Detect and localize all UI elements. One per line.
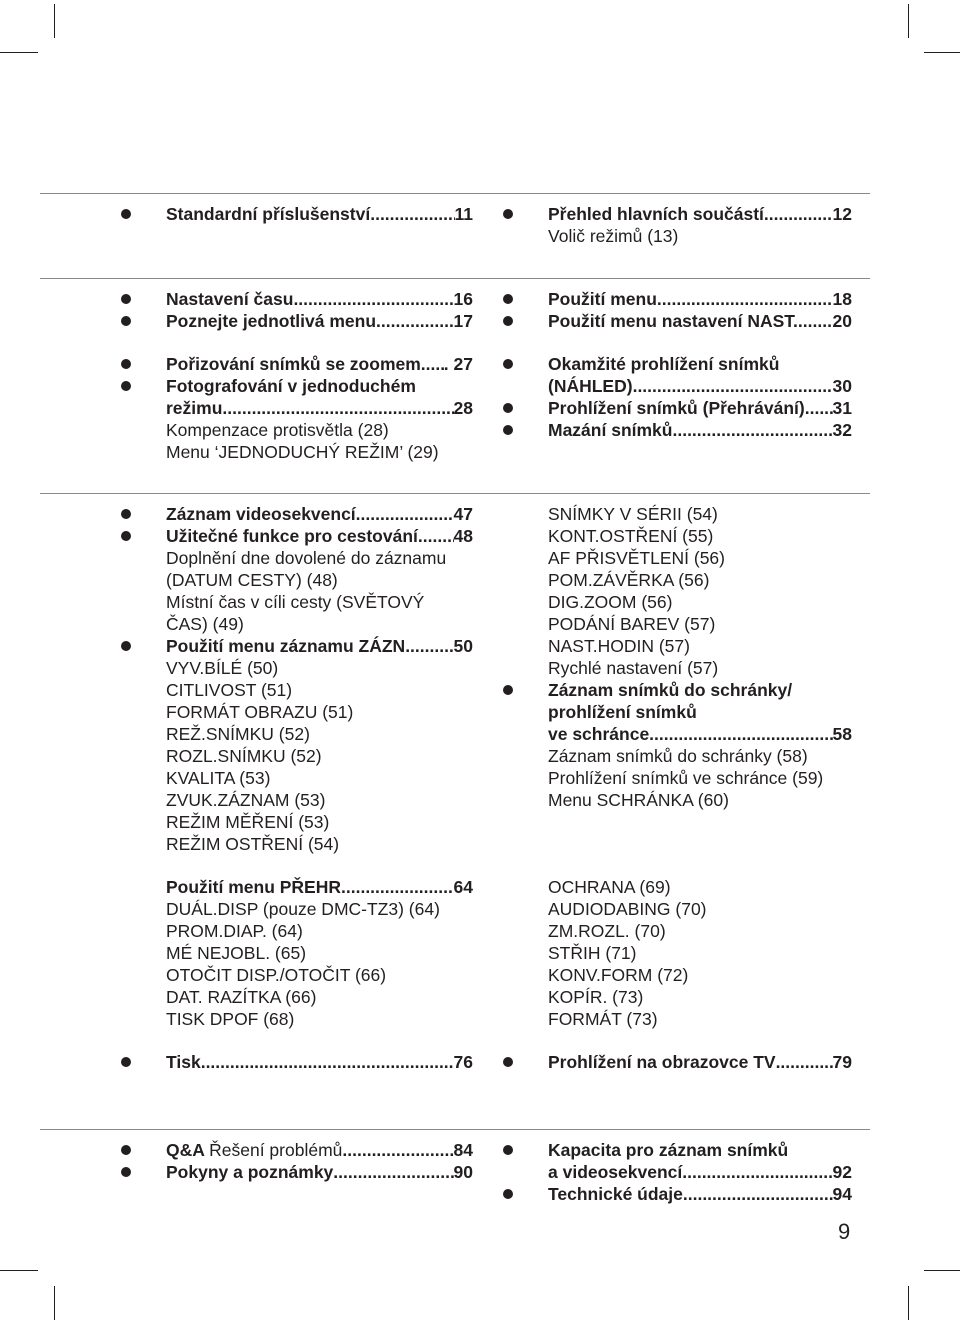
toc-entry-title: Prohlížení na obrazovce TV xyxy=(548,1052,776,1072)
toc-page-number: 31 xyxy=(832,398,852,418)
toc-entry xyxy=(166,1008,476,1030)
toc-entry xyxy=(548,310,858,332)
toc-entry-title: FORMÁT (73) xyxy=(548,1009,658,1029)
toc-entry xyxy=(548,503,858,525)
toc-entry-title: OTOČIT DISP./OTOČIT (66) xyxy=(166,965,387,985)
toc-entry-title: CITLIVOST (51) xyxy=(166,680,293,700)
toc-entry-title: ZM.ROZL. (70) xyxy=(548,921,666,941)
bullet-icon xyxy=(503,294,513,304)
toc-entry xyxy=(548,1139,858,1161)
toc-entry xyxy=(548,723,858,745)
toc-entry xyxy=(166,964,476,986)
toc-entry xyxy=(166,986,476,1008)
toc-entry xyxy=(166,1139,476,1161)
toc-entry xyxy=(548,942,858,964)
toc-entry-title: REŽIM OSTŘENÍ (54) xyxy=(166,834,340,854)
toc-entry-title: Doplnění dne dovolené do záznamu xyxy=(166,548,447,568)
toc-entry-title: Použití menu záznamu ZÁZN xyxy=(166,636,406,656)
toc-page-number: 28 xyxy=(453,398,473,418)
section-divider xyxy=(40,193,870,194)
toc-page-number: 50 xyxy=(453,636,473,656)
toc-entry-title: ROZL.SNÍMKU (52) xyxy=(166,746,322,766)
toc-entry xyxy=(166,833,476,855)
toc-entry xyxy=(548,203,858,225)
toc-entry-title: Záznam videosekvencí xyxy=(166,504,356,524)
toc-entry-title: Použití menu nastavení NAST. xyxy=(548,311,798,331)
toc-entry xyxy=(166,613,476,635)
bullet-icon xyxy=(503,1145,513,1155)
toc-entry-title: POM.ZÁVĚRKA (56) xyxy=(548,570,710,590)
toc-entry-title: Menu SCHRÁNKA (60) xyxy=(548,790,729,810)
toc-entry-title: KVALITA (53) xyxy=(166,768,271,788)
toc-page-number: 30 xyxy=(832,376,852,396)
leader-dots xyxy=(376,310,453,332)
toc-entry xyxy=(166,419,476,441)
toc-entry-title: MÉ NEJOBL. (65) xyxy=(166,943,307,963)
toc-entry-title: režimu xyxy=(166,398,223,418)
bullet-icon xyxy=(503,1189,513,1199)
toc-page-number: 20 xyxy=(832,311,852,331)
toc-entry-title: (NÁHLED) xyxy=(548,376,633,396)
toc-entry xyxy=(166,898,476,920)
leader-dots xyxy=(683,1183,833,1205)
toc-page-number: 84 xyxy=(453,1140,473,1160)
crop-mark xyxy=(908,1286,909,1320)
toc-entry-title: Přehled hlavních součástí xyxy=(548,204,764,224)
toc-entry-title: Pokyny a poznámky xyxy=(166,1162,334,1182)
bullet-icon xyxy=(503,685,513,695)
toc-page-number: 64 xyxy=(453,877,473,897)
toc-entry xyxy=(548,876,858,898)
toc-entry xyxy=(166,503,476,525)
toc-entry xyxy=(166,591,476,613)
toc-entry-title: PROM.DIAP. (64) xyxy=(166,921,303,941)
toc-entry xyxy=(166,701,476,723)
toc-entry-title: PODÁNÍ BAREV (57) xyxy=(548,614,716,634)
toc-entry xyxy=(548,525,858,547)
toc-entry-title: Kompenzace protisvětla (28) xyxy=(166,420,389,440)
toc-entry-title: Místní čas v cíli cesty (SVĚTOVÝ xyxy=(166,592,425,612)
bullet-icon xyxy=(121,209,131,219)
toc-entry xyxy=(166,679,476,701)
toc-entry-title: Menu ‘JEDNODUCHÝ REŽIM’ (29) xyxy=(166,442,439,462)
toc-page-number: 48 xyxy=(453,526,473,546)
section-divider xyxy=(40,278,870,279)
leader-dots xyxy=(346,876,454,898)
toc-page-number: 11 xyxy=(454,204,473,224)
toc-page-number: 79 xyxy=(832,1052,852,1072)
toc-entry xyxy=(548,547,858,569)
toc-entry-title: Pořizování snímků se zoomem xyxy=(166,354,421,374)
toc-entry xyxy=(548,1183,858,1205)
bullet-icon xyxy=(121,316,131,326)
toc-entry-title: Prohlížení snímků ve schránce (59) xyxy=(548,768,824,788)
toc-entry xyxy=(166,288,476,310)
toc-entry-title: Užitečné funkce pro cestování xyxy=(166,526,418,546)
toc-entry xyxy=(166,876,476,898)
leader-dots xyxy=(682,1161,832,1183)
bullet-icon xyxy=(121,1057,131,1067)
leader-dots xyxy=(370,203,454,225)
section-divider xyxy=(40,493,870,494)
bullet-icon xyxy=(503,316,513,326)
toc-entry-title: a videosekvencí xyxy=(548,1162,683,1182)
toc-entry-title: Kapacita pro záznam snímků xyxy=(548,1140,789,1160)
bullet-icon xyxy=(121,509,131,519)
toc-entry xyxy=(166,547,476,569)
toc-page-number: 90 xyxy=(453,1162,473,1182)
toc-entry-title: ve schránce. xyxy=(548,724,655,744)
toc-entry-title: ČAS) (49) xyxy=(166,614,244,634)
toc-entry-title: REŽ.SNÍMKU (52) xyxy=(166,724,310,744)
toc-entry xyxy=(166,203,476,225)
toc-entry xyxy=(166,569,476,591)
toc-entry-title: Použití menu xyxy=(548,289,657,309)
toc-page-number: 47 xyxy=(453,504,473,524)
leader-dots xyxy=(342,1139,453,1161)
toc-entry xyxy=(166,310,476,332)
toc-entry-title: DIG.ZOOM (56) xyxy=(548,592,673,612)
crop-mark xyxy=(924,52,960,53)
leader-dots xyxy=(654,723,832,745)
leader-dots xyxy=(418,525,454,547)
toc-entry-title: AF PŘISVĚTLENÍ (56) xyxy=(548,548,725,568)
toc-entry-title: Tisk xyxy=(166,1052,201,1072)
toc-entry xyxy=(548,1051,858,1073)
toc-entry-title: KOPÍR. (73) xyxy=(548,987,644,1007)
toc-entry xyxy=(548,789,858,811)
bullet-icon xyxy=(503,209,513,219)
toc-entry xyxy=(548,288,858,310)
bullet-icon xyxy=(121,1145,131,1155)
toc-entry-title: Standardní příslušenství xyxy=(166,204,371,224)
leader-dots xyxy=(798,310,833,332)
toc-page-number: 92 xyxy=(832,1162,852,1182)
toc-entry xyxy=(548,1161,858,1183)
toc-entry xyxy=(548,225,858,247)
bullet-icon xyxy=(121,294,131,304)
toc-entry-title: Technické údaje xyxy=(548,1184,683,1204)
toc-entry xyxy=(166,723,476,745)
bullet-icon xyxy=(503,1057,513,1067)
toc-entry xyxy=(548,397,858,419)
toc-entry xyxy=(548,767,858,789)
toc-entry-title: Fotografování v jednoduchém xyxy=(166,376,416,396)
toc-entry-title: Nastavení času xyxy=(166,289,294,309)
toc-entry-title: Mazání snímků xyxy=(548,420,673,440)
section-divider xyxy=(40,1129,870,1130)
toc-entry xyxy=(166,767,476,789)
toc-entry-title: DUÁL.DISP (pouze DMC-TZ3) (64) xyxy=(166,899,440,919)
toc-entry-title: Q&A Řešení problémů xyxy=(166,1140,343,1160)
toc-entry xyxy=(166,375,476,397)
toc-entry-title: TISK DPOF (68) xyxy=(166,1009,295,1029)
toc-page-number: 12 xyxy=(832,204,852,224)
leader-dots xyxy=(222,397,453,419)
bullet-icon xyxy=(121,641,131,651)
bullet-icon xyxy=(121,359,131,369)
toc-entry-title: FORMÁT OBRAZU (51) xyxy=(166,702,354,722)
toc-entry xyxy=(548,920,858,942)
crop-mark xyxy=(54,1286,55,1320)
bullet-icon xyxy=(503,403,513,413)
toc-page-number: 94 xyxy=(832,1184,852,1204)
crop-mark xyxy=(0,1270,38,1271)
toc-page-number: 16 xyxy=(453,289,473,309)
crop-mark xyxy=(924,1270,960,1271)
leader-dots xyxy=(776,1051,833,1073)
toc-entry xyxy=(548,701,858,723)
toc-page-number: 18 xyxy=(832,289,852,309)
toc-entry-title: VYV.BÍLÉ (50) xyxy=(166,658,279,678)
toc-entry xyxy=(166,789,476,811)
leader-dots xyxy=(356,503,454,525)
toc-entry-title: AUDIODABING (70) xyxy=(548,899,707,919)
toc-entry xyxy=(166,441,476,463)
toc-entry xyxy=(548,679,858,701)
leader-dots xyxy=(633,375,833,397)
leader-dots xyxy=(201,1051,454,1073)
toc-entry-title: DAT. RAZÍTKA (66) xyxy=(166,987,317,1007)
toc-page-number: . 27 xyxy=(443,354,473,374)
toc-entry xyxy=(548,986,858,1008)
crop-mark xyxy=(908,4,909,38)
toc-entry xyxy=(548,745,858,767)
toc-entry-subtitle: Řešení problémů xyxy=(209,1140,343,1160)
bullet-icon xyxy=(503,359,513,369)
toc-entry xyxy=(166,811,476,833)
toc-entry-title: Rychlé nastavení (57) xyxy=(548,658,719,678)
toc-entry xyxy=(166,397,476,419)
toc-entry-title: STŘIH (71) xyxy=(548,943,637,963)
toc-entry xyxy=(548,375,858,397)
toc-entry xyxy=(548,591,858,613)
toc-page-number: 58 xyxy=(832,724,852,744)
toc-entry-title: (DATUM CESTY) (48) xyxy=(166,570,338,590)
toc-entry xyxy=(548,898,858,920)
toc-entry-title: KONV.FORM (72) xyxy=(548,965,689,985)
toc-entry-title: Záznam snímků do schránky (58) xyxy=(548,746,808,766)
toc-entry xyxy=(548,569,858,591)
crop-mark xyxy=(54,4,55,38)
toc-entry xyxy=(548,635,858,657)
leader-dots xyxy=(672,419,832,441)
toc-entry-title: REŽIM MĚŘENÍ (53) xyxy=(166,812,330,832)
toc-entry-title: Volič režimů (13) xyxy=(548,226,679,246)
bullet-icon xyxy=(121,381,131,391)
toc-entry-title: Záznam snímků do schránky/ xyxy=(548,680,793,700)
toc-entry xyxy=(548,1008,858,1030)
toc-entry xyxy=(548,353,858,375)
toc-entry xyxy=(166,353,476,375)
toc-entry xyxy=(166,657,476,679)
toc-entry xyxy=(166,942,476,964)
toc-entry-title: Prohlížení snímků (Přehrávání) xyxy=(548,398,805,418)
bullet-icon xyxy=(503,425,513,435)
toc-entry-title: NAST.HODIN (57) xyxy=(548,636,690,656)
page-number: 9 xyxy=(838,1219,851,1244)
toc-entry-title: ZVUK.ZÁZNAM (53) xyxy=(166,790,326,810)
toc-entry-title: KONT.OSTŘENÍ (55) xyxy=(548,526,714,546)
toc-entry xyxy=(548,964,858,986)
toc-entry xyxy=(548,419,858,441)
toc-entry xyxy=(548,613,858,635)
leader-dots xyxy=(333,1161,453,1183)
leader-dots xyxy=(805,397,833,419)
leader-dots xyxy=(764,203,833,225)
toc-entry-title: Použití menu PŘEHR. xyxy=(166,877,346,897)
bullet-icon xyxy=(121,531,131,541)
crop-mark xyxy=(0,52,38,53)
toc-entry xyxy=(548,657,858,679)
toc-entry xyxy=(166,1161,476,1183)
leader-dots xyxy=(421,353,444,375)
toc-entry xyxy=(166,635,476,657)
toc-entry-title: SNÍMKY V SÉRII (54) xyxy=(548,504,718,524)
toc-page-number: 32 xyxy=(832,420,852,440)
toc-entry-title: OCHRANA (69) xyxy=(548,877,671,897)
leader-dots xyxy=(293,288,453,310)
toc-entry-title: Poznejte jednotlivá menu xyxy=(166,311,377,331)
toc-entry xyxy=(166,920,476,942)
bullet-icon xyxy=(121,1167,131,1177)
toc-entry xyxy=(166,745,476,767)
leader-dots xyxy=(657,288,833,310)
toc-entry xyxy=(166,1051,476,1073)
toc-entry-title: Okamžité prohlížení snímků xyxy=(548,354,780,374)
leader-dots xyxy=(405,635,453,657)
toc-entry xyxy=(166,525,476,547)
toc-page-number: 76 xyxy=(453,1052,473,1072)
toc-page-number: 17 xyxy=(453,311,473,331)
toc-entry-title: prohlížení snímků xyxy=(548,702,697,722)
